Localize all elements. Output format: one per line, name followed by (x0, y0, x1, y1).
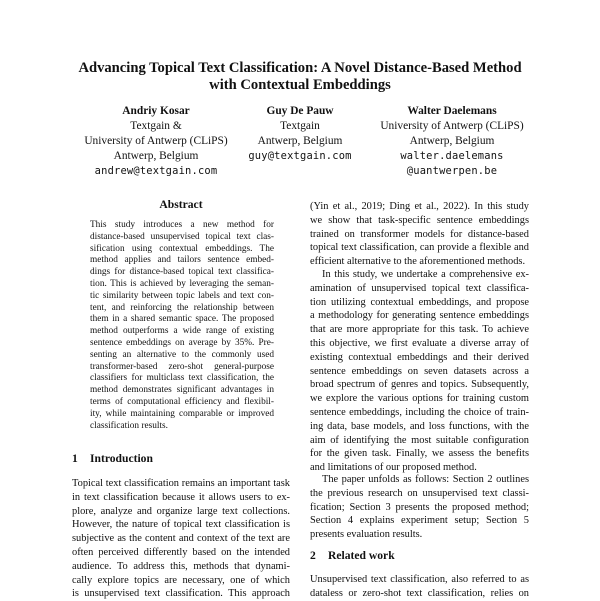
text-line: Topical text classification remains an important task (72, 478, 290, 489)
text-line: method applies and tailors sentence embed- (90, 255, 274, 266)
author-email[interactable]: walter.daelemans (400, 150, 504, 162)
section-title: Related work (328, 549, 395, 562)
text-line: transformer-based zero-shot general-purpose (90, 361, 274, 372)
text-line: Unsupervised text classification, also referred to as (310, 574, 529, 585)
abstract-body (90, 220, 274, 432)
text-line: classifiers for multiclass text classification, the (90, 373, 274, 384)
text-line: fication; Section 3 presents the proposed method; (310, 501, 529, 513)
text-line: a methodology for generating sentence embeddings (310, 310, 529, 322)
title-line-1: Advancing Topical Text Classification: A Novel Distance-Based Method (78, 60, 522, 76)
section-number: 1 (72, 452, 78, 465)
text-line: classification results. (90, 420, 168, 431)
text-line: this objective, we first evaluate a diverse array of (310, 337, 529, 349)
author-email-domain[interactable]: @uantwerpen.be (406, 165, 498, 177)
author-location: Antwerp, Belgium (409, 135, 495, 147)
text-line: dings for distance-based topical text classifica- (90, 267, 274, 278)
text-line: amination of unsupervised topical text classifica- (310, 282, 529, 294)
text-line: sentence embeddings, including the choice of train- (310, 406, 529, 418)
text-line: sentence embeddings on seven datasets across a (310, 365, 529, 377)
text-line: trained on transformer models for distance-based (310, 228, 529, 240)
author-name: Guy De Pauw (266, 105, 334, 117)
text-line: that are more appropriate for this task. To achieve (310, 324, 529, 336)
author-block-depauw (236, 104, 364, 164)
right-paragraph-2 (310, 268, 529, 475)
section-title: Introduction (90, 452, 153, 465)
text-line: we show that task-specific sentence embeddings (310, 214, 529, 226)
author-affiliation: Textgain & (130, 120, 182, 132)
text-line: This study introduces a new method for (90, 220, 274, 230)
text-line: aim of identifying the most suitable configuration (310, 434, 529, 446)
author-name: Andriy Kosar (122, 105, 190, 117)
section-number: 2 (310, 549, 316, 562)
text-line: tic similarity between topic labels and text con- (90, 290, 274, 301)
text-line: subjective as the content and context of the text are (72, 533, 290, 545)
text-line: presents evaluation results. (310, 529, 423, 541)
text-line: The paper unfolds as follows: Section 2 outlines (322, 474, 529, 485)
right-paragraph-1 (310, 200, 529, 269)
section-heading-introduction (72, 452, 153, 465)
text-line: for the given task. Finally, we assess the benefits (310, 448, 529, 460)
text-line: ity, while maintaining comparable or improved (90, 408, 274, 419)
author-affiliation: University of Antwerp (CLiPS) (380, 120, 524, 132)
text-line: topical text classification, can provide a flexible and (310, 242, 529, 254)
abstract-heading: Abstract (159, 198, 203, 211)
text-line: method outperforms a wide range of existing (90, 326, 274, 337)
text-line: efficient alternative to the aforementioned methods. (310, 256, 526, 268)
text-line: tion. This is achieved by leveraging the seman- (90, 278, 274, 289)
text-line: them in a shared semantic space. The proposed (90, 314, 274, 325)
text-line: dataless or zero-shot text classification, relies on (310, 587, 529, 599)
right-paragraph-3 (310, 473, 529, 542)
text-line: audience. To address this, methods that dynami- (72, 560, 290, 572)
author-name: Walter Daelemans (407, 105, 497, 117)
author-email[interactable]: guy@textgain.com (248, 150, 352, 162)
text-line: plore, analyze and organize large text collections. (72, 505, 290, 517)
introduction-body (72, 477, 290, 601)
text-line: broad spectrum of genres and topics. Subsequently, (310, 379, 529, 391)
text-line: distance-based unsupervised topical text clas- (90, 231, 274, 242)
text-line: Section 4 explains experiment setup; Section 5 (310, 515, 529, 527)
text-line: we explore the various options for training custom (310, 393, 529, 405)
text-line: (Yin et al., 2019; Ding et al., 2022). In this study (310, 201, 529, 212)
text-line: tent, and reinforcing the relationship between (90, 302, 274, 313)
author-block-daelemans (370, 104, 534, 179)
text-line: tion utilizing contextual embeddings, and propose (310, 296, 529, 308)
text-line: the previous research on unsupervised text classi- (310, 487, 529, 499)
text-line: cally explore topics are necessary, one of which (72, 574, 290, 586)
text-line: existing contextual embeddings and their derived (310, 351, 529, 363)
text-line: and limitations of our proposed method. (310, 462, 477, 474)
text-line: ing data, base models, and loss functions, with the (310, 420, 529, 432)
author-email[interactable]: andrew@textgain.com (94, 165, 218, 177)
section-heading-related-work (310, 549, 395, 562)
title-line-2: with Contextual Embeddings (209, 77, 391, 93)
text-line: sification using contextual embeddings. The (90, 243, 274, 254)
text-line: senting an alternative to the commonly used (90, 349, 274, 360)
text-line: terms of computational efficiency and flexibil- (90, 396, 274, 407)
text-line: sentence embeddings on average by 35%. Pre- (90, 337, 274, 348)
text-line: method demonstrates significant advantages in (90, 385, 274, 396)
text-line: in text classification because it allows users to ex- (72, 491, 290, 503)
text-line: However, the nature of topical text classification is (72, 519, 290, 531)
paper-title (0, 60, 600, 94)
text-line: is unsupervised text classification. This approach (72, 588, 290, 600)
text-line: In this study, we undertake a comprehensive ex- (322, 269, 529, 280)
author-affiliation: University of Antwerp (CLiPS) (84, 135, 228, 147)
author-affiliation: Textgain (280, 120, 320, 132)
author-location: Antwerp, Belgium (113, 150, 199, 162)
author-block-kosar (72, 104, 240, 179)
related-work-body (310, 573, 529, 601)
text-line: often perceived differently based on the intended (72, 546, 290, 558)
author-location: Antwerp, Belgium (257, 135, 343, 147)
